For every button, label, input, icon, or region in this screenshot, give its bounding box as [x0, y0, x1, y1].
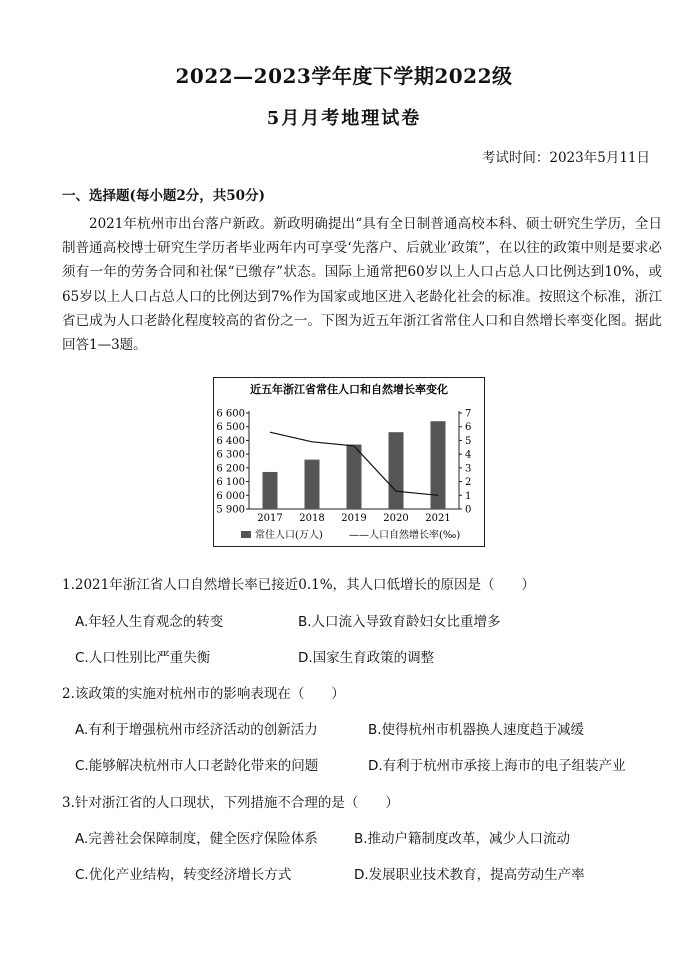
- q1-option-c[interactable]: C.人口性别比严重失衡: [75, 650, 211, 666]
- left-tick-label: 6 600: [216, 408, 245, 420]
- x-tick-label: 2017: [257, 513, 283, 524]
- question-3-stem: 3.针对浙江省的人口现状，下列措施不合理的是（ ）: [62, 795, 399, 811]
- question-1-stem: 1.2021年浙江省人口自然增长率已接近0.1%，其人口低增长的原因是（ ）: [62, 577, 536, 593]
- right-tick-label: 7: [465, 408, 472, 420]
- population-chart: [213, 377, 485, 547]
- exam-time: 考试时间：2023年5月11日: [481, 150, 650, 166]
- chart-title: 近五年浙江省常住人口和自然增长率变化: [250, 383, 448, 396]
- x-tick-label: 2021: [425, 513, 451, 524]
- q2-option-b[interactable]: B.使得杭州市机器换人速度趋于减缓: [368, 722, 585, 738]
- question-2-stem: 2.该政策的实施对杭州市的影响表现在（ ）: [62, 686, 345, 702]
- right-tick-label: 2: [465, 477, 472, 489]
- right-tick-label: 6: [465, 422, 472, 434]
- right-tick-label: 5: [465, 435, 472, 447]
- legend-bar-label: 常住人口(万人): [255, 530, 323, 541]
- q3-option-b[interactable]: B.推动户籍制度改革，减少人口流动: [354, 831, 571, 847]
- section-heading: 一、选择题(每小题2分，共50分): [62, 188, 265, 204]
- q3-option-d[interactable]: D.发展职业技术教育，提高劳动生产率: [354, 867, 585, 883]
- q2-option-c[interactable]: C.能够解决杭州市人口老龄化带来的问题: [75, 758, 319, 774]
- population-bar: [347, 445, 362, 509]
- x-tick-label: 2020: [383, 513, 409, 524]
- left-tick-label: 6 400: [216, 435, 245, 447]
- q2-option-a[interactable]: A.有利于增强杭州市经济活动的创新活力: [75, 722, 318, 738]
- population-bar: [305, 460, 320, 509]
- population-bar: [263, 472, 278, 509]
- left-tick-label: 6 300: [216, 449, 245, 461]
- exam-subtitle: 5月月考地理试卷: [266, 108, 422, 129]
- reading-passage: 2021年杭州市出台落户新政。新政明确提出“具有全日制普通高校本科、硕士研究生学历，全日制普通高校博士研究生学历者毕业两年内可享受‘先落户、后就业’政策”，在以往的政策中则是要求必须有一年的劳务合同和社保“已缴存”状态。国际上通常把60岁以上人口占总人口比例达到10%，或65岁以上人口占总人口的比例达到7%作为国家或地区进入老龄化社会的标准。按照这个标准，浙江省已成为人口老龄化程度较高的省份之一。下图为近五年浙江省常住人口和自然增长率变化图。据此回答1—3题。: [62, 216, 662, 354]
- x-tick-label: 2019: [341, 513, 367, 524]
- right-tick-label: 1: [465, 490, 472, 502]
- legend-bar-swatch: [241, 531, 251, 538]
- q1-option-b[interactable]: B.人口流入导致育龄妇女比重增多: [298, 614, 501, 630]
- x-tick-label: 2018: [299, 513, 325, 524]
- left-tick-label: 6 500: [216, 422, 245, 434]
- population-bar: [431, 421, 446, 509]
- right-tick-label: 4: [465, 449, 472, 461]
- population-bar: [389, 432, 404, 509]
- right-tick-label: 3: [465, 463, 472, 475]
- left-tick-label: 6 100: [216, 477, 245, 489]
- left-tick-label: 5 900: [216, 504, 245, 516]
- q3-option-a[interactable]: A.完善社会保障制度，健全医疗保险体系: [75, 831, 318, 847]
- legend-line-label: ——人口自然增长率(‰): [349, 530, 461, 541]
- q2-option-d[interactable]: D.有利于杭州市承接上海市的电子组装产业: [368, 758, 626, 774]
- right-tick-label: 0: [465, 504, 472, 516]
- exam-title: 2022—2023学年度下学期2022级: [175, 64, 513, 88]
- q3-option-c[interactable]: C.优化产业结构，转变经济增长方式: [75, 867, 292, 883]
- left-tick-label: 6 000: [216, 490, 245, 502]
- left-tick-label: 6 200: [216, 463, 245, 475]
- chart-svg: [213, 377, 485, 547]
- q1-option-d[interactable]: D.国家生育政策的调整: [298, 650, 435, 666]
- q1-option-a[interactable]: A.年轻人生育观念的转变: [75, 614, 224, 630]
